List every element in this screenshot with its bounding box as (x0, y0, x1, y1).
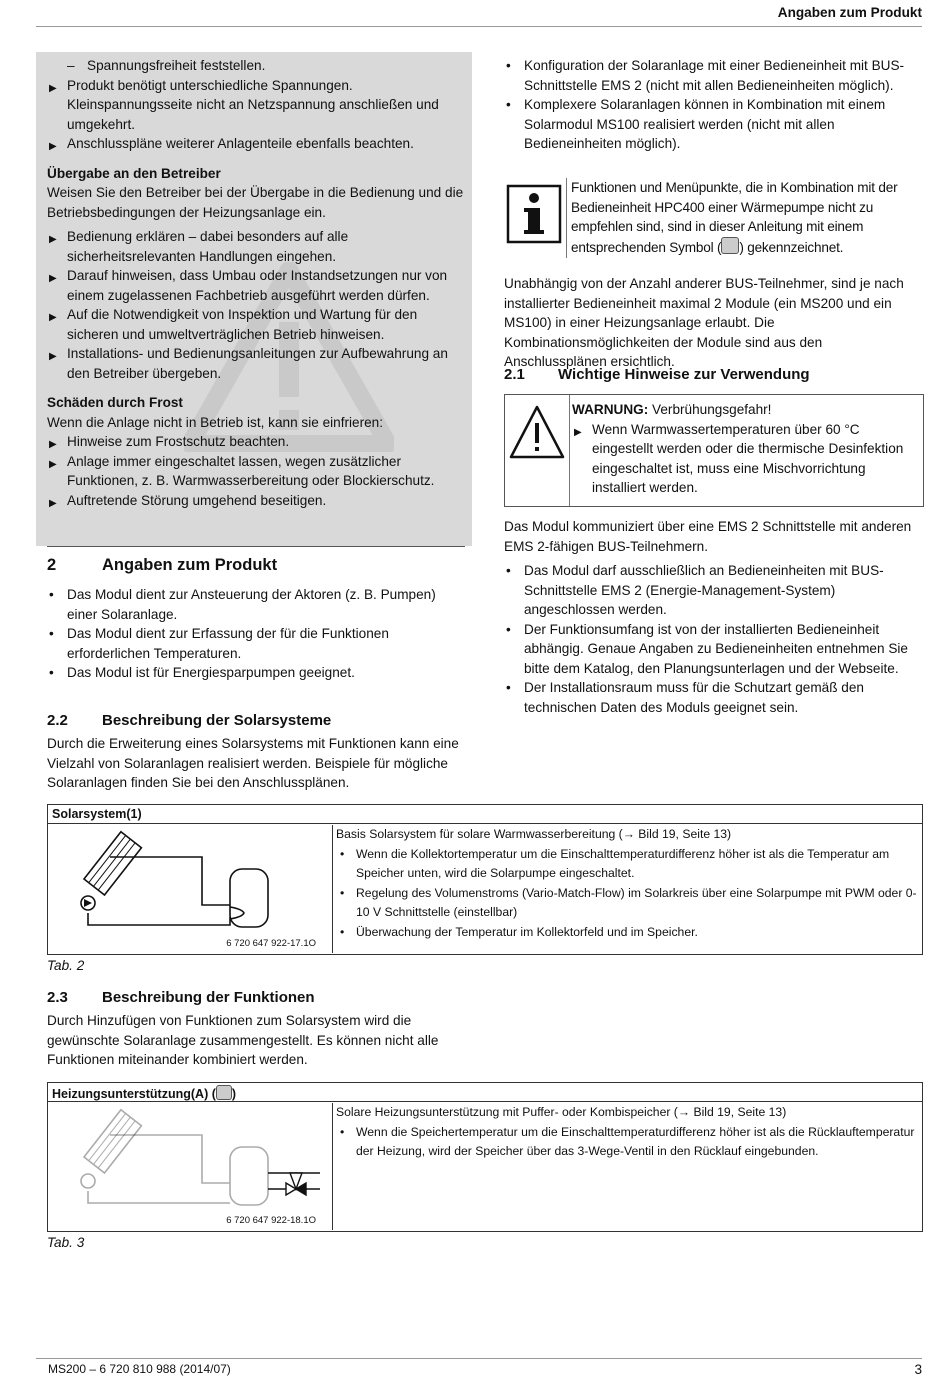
paragraph: Das Modul kommuniziert über eine EMS 2 Schnittstelle mit anderen EMS 2-fähigen BUS-Teilnehmern. (504, 519, 912, 554)
table-heizungsunterstuetzung (47, 1082, 923, 1232)
image-code: 6 720 647 922-17.1O (226, 938, 316, 949)
info-box (504, 180, 566, 256)
diagram-cell (48, 825, 333, 953)
section-number: 2.3 (47, 989, 68, 1006)
solar-system-diagram-icon (48, 825, 332, 953)
warning-box (504, 394, 924, 507)
list-item: • Regelung des Volumenstroms (Vario-Match-Flow) im Solarkreis über eine Solarpumpe mit PWM oder 0-10 V Schnittstelle (einstellbar) (340, 885, 917, 919)
list-item: ▶ Auf die Notwendigkeit von Inspektion und Wartung für den sicheren und umweltverträglichen Betrieb hinweisen. (49, 307, 418, 342)
list-item: ▶ Anlage immer eingeschaltet lassen, wegen zusätzlicher Funktionen, z. B. Warmwasserbereitung oder Blockierschutz. (49, 453, 435, 488)
paragraph: Durch die Erweiterung eines Solarsystems mit Funktionen kann eine Vielzahl von Solaranlagen realisiert werden. Beispiele für mögliche Solaranlagen finden Sie bei den Anschlussplänen. (47, 736, 459, 790)
section-title: Beschreibung der Funktionen (102, 989, 315, 1006)
triangle-bullet-icon: ▶ (49, 458, 57, 470)
list-item: • Komplexere Solaranlagen können in Kombination mit einem Solarmodul MS100 realisiert werden (nicht mit allen Bedieneinheiten möglich). (506, 97, 886, 151)
page-header (36, 0, 922, 27)
list-item: • Das Modul dient zur Erfassung der für die Funktionen erforderlichen Temperaturen. (49, 626, 389, 661)
section-number: 2.1 (504, 366, 525, 383)
right-column-top (504, 56, 919, 154)
triangle-bullet-icon: ▶ (49, 439, 57, 450)
section-number: 2.2 (47, 712, 68, 729)
warning-text: WARNUNG: Verbrühungsgefahr! ▶ Wenn Warmwassertemperaturen über 60 °C eingestellt werden oder die thermische Desinfektion eingeschaltet ist, muss eine Mischvorrichtung installiert werden. (572, 400, 917, 498)
paragraph: Wenn die Anlage nicht in Betrieb ist, kann sie einfrieren: (47, 414, 384, 430)
list-item: ▶ Bedienung erklären – dabei besonders auf alle sicherheitsrelevanten Handlungen eingehen. (49, 229, 349, 264)
table-header: Heizungsunterstützung(A) ( ) (48, 1083, 922, 1102)
triangle-bullet-icon: ▶ (49, 273, 57, 284)
divider (47, 546, 465, 547)
triangle-bullet-icon: ▶ (574, 426, 582, 438)
list-item: • Überwachung der Temperatur im Kollektorfeld und im Speicher. (340, 924, 698, 939)
triangle-bullet-icon: ▶ (49, 497, 57, 509)
list-item: • Der Installationsraum muss für die Schutzart gemäß den technischen Daten des Moduls geeignet sein. (506, 680, 864, 715)
image-code: 6 720 647 922-18.1O (226, 1215, 316, 1226)
section-title: Wichtige Hinweise zur Verwendung (558, 366, 810, 383)
section-heading: Schäden durch Frost (47, 395, 183, 410)
list-item: • Das Modul dient zur Ansteuerung der Aktoren (z. B. Pumpen) einer Solaranlage. (49, 587, 436, 622)
description-cell: Basis Solarsystem für solare Warmwasserbereitung (→ Bild 19, Seite 13) • Wenn die Kollektortemperatur um die Einschalttemperaturdifferenz höher ist als die Temperatur am Speicher unten, wird die Solarpumpe eingeschaltet. • Regelung des Volumenstroms (Vario-Match-Flow) im Solarkreis über eine Solarpumpe mit PWM oder 0-10 V Schnittstelle (einstellbar) • Überwachung der Temperatur im Kollektorfeld und im Speicher. (334, 825, 922, 942)
description-cell: Solare Heizungsunterstützung mit Puffer- oder Kombispeicher (→ Bild 19, Seite 13) • Wenn die Speichertemperatur um die Einschalttemperaturdifferenz höher ist als die Rücklauftemperatur der Heizung, wird der Speicher über das 3-Wege-Ventil in den Rücklauf eingebunden. (334, 1103, 922, 1162)
section21-list (504, 561, 922, 717)
heat-pump-symbol-icon (216, 1085, 232, 1100)
document-id: MS200 – 6 720 810 988 (2014/07) (48, 1362, 231, 1376)
list-item: • Wenn die Kollektortemperatur um die Einschalttemperaturdifferenz höher ist als die Temperatur am Speicher unten, wird die Solarpumpe eingeschaltet. (340, 846, 890, 880)
warning-icon (507, 403, 567, 463)
section-title: Beschreibung der Solarsysteme (102, 712, 332, 729)
list-item: ▶ Installations- und Bedienungsanleitungen zur Aufbewahrung an den Betreiber übergeben. (49, 346, 448, 381)
list-item: • Konfiguration der Solaranlage mit einer Bedieneinheit mit BUS-Schnittstelle EMS 2 (nicht mit allen Bedieneinheiten möglich). (506, 58, 905, 93)
section-title: Angaben zum Produkt (102, 556, 278, 574)
table-caption: Tab. 3 (47, 1235, 85, 1250)
header-title: Angaben zum Produkt (777, 5, 922, 20)
section-heading: Übergabe an den Betreiber (47, 165, 221, 181)
list-item: ▶ Hinweise zum Frostschutz beachten. (47, 432, 467, 452)
divider (566, 178, 567, 258)
heat-pump-symbol-icon (721, 237, 739, 254)
paragraph: Weisen Sie den Betreiber bei der Übergabe in die Bedienung und die Betriebsbedingungen der Heizungsanlage ein. (47, 185, 464, 220)
list-item: ▶ Anschlusspläne weiterer Anlagenteile ebenfalls beachten. (47, 134, 467, 154)
list-item: • Der Funktionsumfang ist von der installierten Bedieneinheit abhängig. Genaue Angaben zu Bedieneinheiten entnehmen Sie bitte dem Katalog, den Planungsunterlagen und der Webseite. (506, 621, 908, 676)
heating-support-diagram-icon (48, 1103, 332, 1230)
table-caption: Tab. 2 (47, 958, 85, 973)
table-solarsystem (47, 804, 923, 955)
list-item: ▶ Darauf hinweisen, dass Umbau oder Instandsetzungen nur von einem zugelassenen Fachbetrieb ausgeführt werden dürfen. (49, 268, 448, 303)
divider (569, 395, 570, 506)
page-footer (36, 1358, 922, 1377)
triangle-bullet-icon: ▶ (49, 234, 57, 245)
list-item: • Das Modul darf ausschließlich an Bedieneinheiten mit BUS-Schnittstelle EMS 2 (Energie-Management-System) angeschlossen werden. (506, 563, 884, 617)
diagram-cell (48, 1103, 333, 1230)
table-header: Solarsystem(1) (48, 805, 922, 824)
list-item: ▶ Auftretende Störung umgehend beseitigen. (47, 491, 467, 511)
paragraph: Unabhängig von der Anzahl anderer BUS-Teilnehmer, sind je nach installierter Bedieneinheit maximal 2 Module (ein MS200 und ein MS100) in einer Heizungsanlage erlaubt. Die Kombinationsmöglichkeiten der Module sind aus den Anschlussplänen ersichtlich. (504, 276, 904, 369)
paragraph: Durch Hinzufügen von Funktionen zum Solarsystem wird die gewünschte Solaranlage zusammengestellt. Es können nicht alle Funktionen miteinander kombiniert werden. (47, 1013, 439, 1067)
section2-list (47, 585, 467, 683)
list-item: ▶ Produkt benötigt unterschiedliche Spannungen. Kleinspannungsseite nicht an Netzspannung anschließen und umgekehrt. (49, 77, 439, 132)
triangle-bullet-icon: ▶ (49, 141, 57, 152)
list-item: • Das Modul ist für Energiesparpumpen geeignet. (49, 665, 355, 680)
section-number: 2 (47, 556, 57, 574)
info-icon (504, 180, 566, 256)
triangle-bullet-icon: ▶ (49, 82, 57, 94)
list-item: – Spannungsfreiheit feststellen. (67, 58, 266, 73)
triangle-bullet-icon: ▶ (49, 351, 57, 362)
triangle-bullet-icon: ▶ (49, 312, 57, 323)
info-text: Funktionen und Menüpunkte, die in Kombination mit der Bedieneinheit HPC400 einer Wärmepumpe nicht zu empfehlen sind, sind in dieser Anleitung mit einem entsprechenden Symbol ( ) gekennzeichnet. (571, 180, 898, 255)
left-column-top (47, 56, 467, 510)
list-item: ▶ Wenn Warmwassertemperaturen über 60 °C eingestellt werden oder die thermische Desinfektion eingeschaltet ist, muss eine Mischvorrichtung installiert werden. (574, 421, 904, 495)
page-number: 3 (914, 1362, 922, 1377)
list-item: • Wenn die Speichertemperatur um die Einschalttemperaturdifferenz höher ist als die Rücklauftemperatur der Heizung, wird der Speicher über das 3-Wege-Ventil in den Rücklauf eingebunden. (340, 1124, 915, 1158)
